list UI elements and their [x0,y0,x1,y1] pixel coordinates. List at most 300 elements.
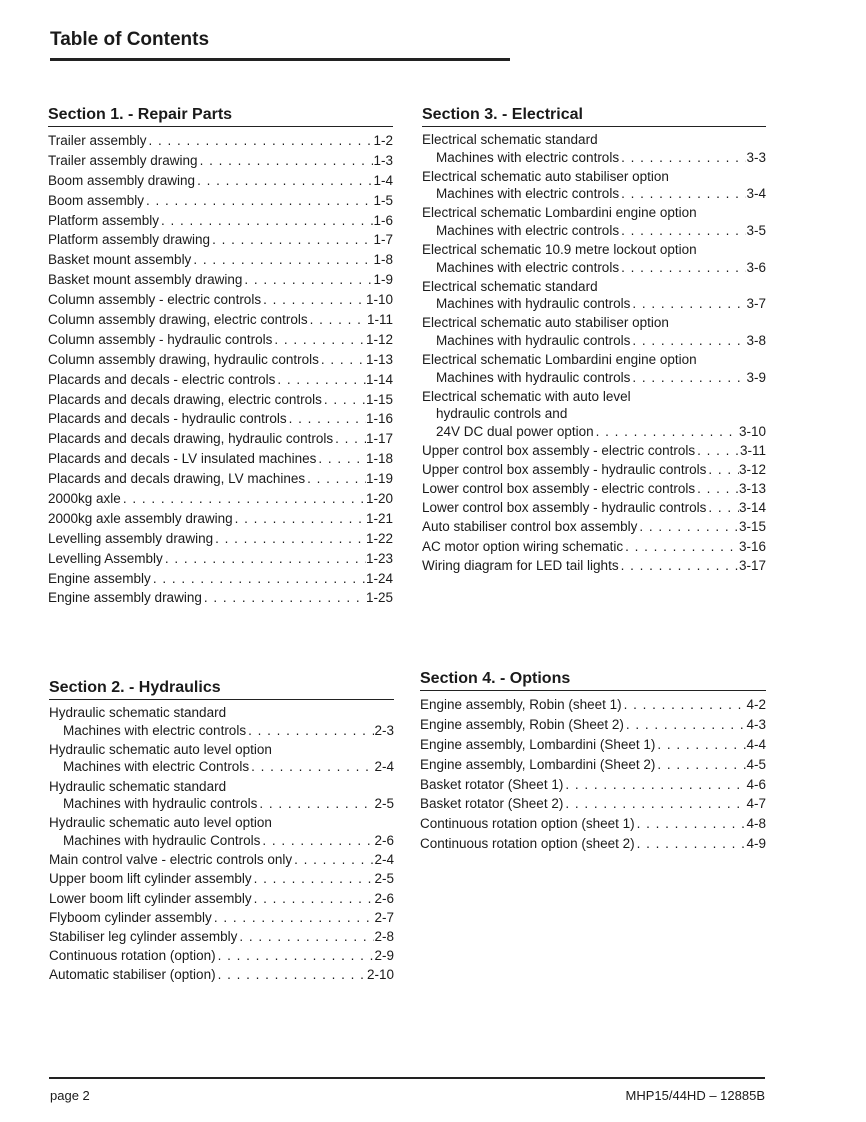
toc-entry-line [420,794,766,814]
toc-entry-title: Machines with hydraulic Controls [63,832,261,848]
toc-page-number: 4-2 [746,697,766,712]
toc-entry-title: AC motor option wiring schematic [422,538,624,554]
toc-entry-line [49,795,394,813]
toc-page-number: 1-23 [365,550,393,566]
toc-page-number: 3-14 [738,500,766,516]
toc-entry-title: Engine assembly, Lombardini (Sheet 1) [420,736,656,752]
toc-page-number: 2-7 [374,909,394,925]
toc-entry-title: Machines with hydraulic controls [436,333,631,349]
toc-entry-title: Engine assembly, Robin (Sheet 2) [420,716,624,732]
toc-entry-title: Machines with hydraulic controls [63,796,258,812]
page-title: Table of Contents [50,29,210,50]
toc-entry[interactable] [48,230,393,250]
toc-entry[interactable] [422,351,766,386]
toc-entry-title: Upper boom lift cylinder assembly [49,871,252,887]
toc-entry-line [422,369,766,387]
dot-leader [619,259,746,277]
toc-entry-title: Levelling Assembly [48,550,163,566]
toc-page-number: 2-4 [374,852,394,868]
toc-entry-title: Hydraulic schematic standard [49,705,227,720]
toc-entry-line [420,715,766,735]
toc-entry-line [422,314,766,332]
toc-page-number: 2-4 [374,759,394,775]
dot-leader [191,250,373,270]
toc-page-number: 1-8 [373,252,393,268]
toc-entry-title: Machines with electric controls [436,222,620,238]
toc-entry-title: 24V DC dual power option [436,424,594,439]
toc-entry-line [49,741,394,759]
toc-entry[interactable] [48,310,393,330]
toc-entry-line [48,270,393,290]
section-electrical [422,106,766,576]
section-heading: Section 1. - Repair Parts [48,106,393,127]
toc-entry-line [49,890,394,908]
toc-page-number: 3-13 [738,481,766,497]
toc-entry-title: Automatic stabiliser (option) [49,967,216,983]
toc-entry[interactable] [48,171,393,191]
toc-entry-line [420,814,766,834]
toc-list [48,131,393,608]
toc-entry[interactable] [422,204,766,239]
toc-entry[interactable] [420,834,766,854]
dot-leader [261,290,366,310]
toc-entry[interactable] [49,909,394,927]
toc-entry-line [422,204,766,222]
toc-entry-title: Auto stabiliser control box assembly [422,519,638,535]
dot-leader [287,409,366,429]
dot-leader [163,549,366,569]
section-options [420,670,766,854]
dot-leader [249,758,374,776]
toc-list [420,695,766,854]
toc-entry-line [422,538,766,556]
toc-page-number: 1-2 [373,133,393,148]
toc-entry-title: Machines with electric controls [436,149,620,165]
toc-entry-line [420,755,766,775]
toc-entry[interactable] [48,588,393,608]
toc-entry-title: Electrical schematic auto stabiliser option [422,168,669,184]
dot-leader [635,814,747,834]
toc-entry-title: Hydraulic schematic auto level option [49,741,272,757]
toc-entry[interactable] [49,741,394,776]
toc-entry-title: Wiring diagram for LED tail lights [422,557,619,573]
toc-entry[interactable] [49,928,394,946]
toc-entry[interactable] [422,131,766,166]
dot-leader [619,557,739,575]
toc-entry[interactable] [48,191,393,211]
toc-entry[interactable] [48,429,393,449]
toc-entry[interactable] [422,442,766,460]
toc-entry-title: Trailer assembly [48,133,147,148]
toc-entry-title: Continuous rotation option (sheet 2) [420,836,635,852]
toc-page-number: 4-7 [746,796,766,812]
toc-entry-line [49,722,394,740]
toc-page-number: 1-18 [365,451,393,467]
toc-entry[interactable] [48,409,393,429]
toc-entry-line [422,131,766,149]
toc-entry-line [48,489,393,509]
toc-page-number: 1-3 [373,152,393,168]
dot-leader [706,461,739,479]
toc-page-number: 1-13 [365,351,393,367]
toc-entry-title: Column assembly - hydraulic controls [48,331,273,347]
toc-entry-line [422,405,766,423]
dot-leader [242,270,373,290]
dot-leader [202,588,366,608]
dot-leader [630,295,746,313]
toc-page-number: 1-20 [365,491,393,507]
toc-page-number: 1-9 [373,272,393,288]
toc-entry-line [422,295,766,313]
dot-leader [144,191,373,211]
toc-entry-title: hydraulic controls and [436,406,568,422]
toc-entry-line [48,290,393,310]
toc-page-number: 2-6 [374,832,394,848]
dot-leader [333,429,366,449]
toc-entry-line [49,704,394,722]
toc-entry[interactable] [48,211,393,231]
footer-rule [49,1077,765,1079]
toc-entry-line [49,814,394,832]
toc-entry-line [48,429,393,449]
toc-entry-title: Boom assembly drawing [48,172,196,188]
dot-leader [637,518,739,536]
toc-entry-line [49,758,394,776]
toc-entry-title: Basket rotator (Sheet 1) [420,776,564,792]
toc-entry[interactable] [48,449,393,469]
toc-page-number: 3-5 [746,222,766,238]
toc-entry-title: Lower boom lift cylinder assembly [49,890,252,906]
toc-entry-line [422,388,766,406]
toc-page-number: 4-8 [746,816,766,832]
toc-list [49,704,394,984]
toc-entry[interactable] [420,794,766,814]
toc-entry[interactable] [420,715,766,735]
toc-entry-title: Column assembly - electric controls [48,292,262,308]
dot-leader [619,185,746,203]
dot-leader [319,350,366,370]
toc-entry[interactable] [48,469,393,489]
toc-entry[interactable] [422,480,766,498]
toc-entry-title: Engine assembly, Robin (sheet 1) [420,697,622,712]
toc-page-number: 1-22 [365,530,393,546]
toc-entry-line [49,909,394,927]
dot-leader [624,715,747,735]
toc-entry-line [48,131,393,151]
toc-entry-line [49,851,394,869]
dot-leader [210,230,373,250]
toc-entry-line [48,588,393,608]
toc-entry-line [49,966,394,984]
toc-page-number: 2-10 [366,967,394,983]
toc-entry[interactable] [48,509,393,529]
section-heading: Section 2. - Hydraulics [49,679,394,700]
dot-leader [292,851,374,869]
toc-page-number: 3-6 [746,259,766,275]
dot-leader [147,131,374,151]
toc-entry[interactable] [422,461,766,479]
toc-page-number: 1-4 [373,172,393,188]
toc-entry-title: Column assembly drawing, hydraulic controls [48,351,319,367]
toc-entry-line [48,469,393,489]
dot-leader [159,211,373,231]
toc-page-number: 2-5 [374,796,394,812]
toc-entry[interactable] [48,290,393,310]
toc-page-number: 1-6 [373,212,393,228]
toc-entry-title: Upper control box assembly - electric controls [422,443,696,459]
toc-page-number: 2-6 [374,890,394,906]
toc-entry-line [48,529,393,549]
toc-entry-line [422,332,766,350]
toc-page-number: 1-17 [365,431,393,447]
toc-entry-line [422,278,766,296]
toc-entry-title: Flyboom cylinder assembly [49,909,212,925]
toc-entry[interactable] [48,549,393,569]
dot-leader [237,928,374,946]
toc-entry[interactable] [422,168,766,203]
toc-entry-line [422,351,766,369]
dot-leader [622,695,747,715]
toc-entry-line [49,947,394,965]
toc-entry-title: Machines with electric Controls [63,759,250,775]
toc-entry-title: Electrical schematic standard [422,278,598,294]
dot-leader [121,489,366,509]
dot-leader [695,442,740,460]
dot-leader [706,499,739,517]
toc-entry-line [49,928,394,946]
section-heading: Section 3. - Electrical [422,106,766,127]
toc-entry[interactable] [48,350,393,370]
dot-leader [322,390,366,410]
toc-entry[interactable] [48,569,393,589]
toc-entry[interactable] [49,704,394,739]
toc-entry-line [48,230,393,250]
toc-entry-title: Electrical schematic auto stabiliser option [422,315,669,331]
dot-leader [630,369,746,387]
toc-entry-title: Electrical schematic with auto level [422,388,631,404]
toc-entry[interactable] [420,814,766,834]
dot-leader [216,947,375,965]
toc-entry[interactable] [49,814,394,849]
dot-leader [212,909,375,927]
toc-entry-title: Placards and decals drawing, hydraulic controls [48,431,334,447]
toc-entry-title: Upper control box assembly - hydraulic controls [422,462,707,478]
toc-entry[interactable] [422,388,766,441]
toc-entry-title: Placards and decals drawing, LV machines [48,471,306,487]
toc-entry-line [420,735,766,755]
toc-entry[interactable] [422,538,766,556]
toc-entry[interactable] [422,518,766,536]
toc-page-number: 3-10 [738,424,766,439]
toc-entry[interactable] [49,966,394,984]
dot-leader [252,870,375,888]
toc-entry-title: Electrical schematic 10.9 metre lockout option [422,242,697,258]
toc-entry[interactable] [48,529,393,549]
toc-entry-title: Main control valve - electric controls only [49,852,293,868]
toc-page-number: 1-7 [373,232,393,248]
toc-page-number: 3-12 [738,462,766,478]
toc-page-number: 1-5 [373,192,393,208]
dot-leader [257,795,374,813]
toc-entry-line [48,211,393,231]
toc-entry-line [422,518,766,536]
toc-entry[interactable] [48,151,393,171]
toc-entry-title: Stabiliser leg cylinder assembly [49,928,238,944]
toc-page-number: 4-6 [746,776,766,792]
toc-entry-title: Electrical schematic Lombardini engine option [422,205,697,221]
toc-entry-title: Basket mount assembly drawing [48,272,243,288]
toc-entry[interactable] [420,775,766,795]
toc-entry-title: Boom assembly [48,192,145,208]
dot-leader [655,755,746,775]
toc-entry-title: Hydraulic schematic auto level option [49,815,272,831]
toc-entry-title: Electrical schematic Lombardini engine option [422,352,697,368]
dot-leader [635,834,747,854]
toc-page-number: 4-9 [746,836,766,852]
toc-page-number: 2-3 [374,722,394,738]
toc-entry[interactable] [422,499,766,517]
dot-leader [246,722,374,740]
toc-entry-title: 2000kg axle [48,491,121,507]
toc-entry-line [49,870,394,888]
toc-entry-title: Machines with hydraulic controls [436,369,631,385]
dot-leader [630,332,746,350]
toc-entry[interactable] [49,890,394,908]
toc-entry[interactable] [48,250,393,270]
toc-entry-line [422,259,766,277]
toc-entry-title: Placards and decals - electric controls [48,371,276,387]
toc-entry-title: Machines with hydraulic controls [436,296,631,312]
toc-entry-line [422,185,766,203]
dot-leader [695,480,739,498]
dot-leader [308,310,367,330]
toc-entry[interactable] [420,695,766,715]
toc-entry-line [49,832,394,850]
toc-entry-title: Basket rotator (Sheet 2) [420,796,564,812]
toc-entry-title: Engine assembly [48,570,151,586]
toc-entry[interactable] [422,557,766,575]
toc-entry-title: Placards and decals - hydraulic controls [48,411,287,427]
section-repair-parts [48,106,393,608]
toc-entry[interactable] [49,778,394,813]
toc-entry-line [49,778,394,796]
toc-entry-title: Placards and decals - LV insulated machines [48,451,317,467]
dot-leader [151,569,366,589]
toc-entry-title: Machines with electric controls [436,259,620,275]
toc-entry[interactable] [49,947,394,965]
toc-page-number: 4-5 [746,756,766,772]
toc-entry-title: Engine assembly drawing [48,590,202,606]
title-rule [50,58,510,61]
toc-entry-title: Electrical schematic standard [422,132,598,147]
toc-entry-line [422,442,766,460]
toc-page-number: 3-16 [738,538,766,554]
toc-entry[interactable] [48,370,393,390]
toc-list [422,131,766,574]
toc-page-number: 3-4 [746,186,766,202]
toc-entry-line [422,149,766,167]
toc-entry[interactable] [420,735,766,755]
toc-entry-line [48,569,393,589]
toc-entry[interactable] [420,755,766,775]
toc-page-number: 2-8 [374,928,394,944]
toc-entry[interactable] [48,390,393,410]
toc-page-number: 3-7 [746,296,766,312]
dot-leader [213,529,366,549]
toc-entry-title: Placards and decals drawing, electric controls [48,391,322,407]
toc-entry[interactable] [422,314,766,349]
toc-entry[interactable] [48,131,393,151]
toc-entry-title: Trailer assembly drawing [48,152,198,168]
toc-page-number: 3-15 [738,519,766,535]
dot-leader [623,538,739,556]
dot-leader [619,222,746,240]
toc-entry[interactable] [48,489,393,509]
toc-entry-title: Continuous rotation (option) [49,948,216,964]
toc-entry-line [420,775,766,795]
toc-entry[interactable] [48,330,393,350]
toc-entry-title: Platform assembly drawing [48,232,211,248]
dot-leader [594,423,739,441]
toc-entry-line [422,461,766,479]
toc-page-number: 1-24 [365,570,393,586]
toc-entry[interactable] [48,270,393,290]
toc-entry-title: Continuous rotation option (sheet 1) [420,816,635,832]
dot-leader [563,794,746,814]
toc-entry-line [48,409,393,429]
toc-entry-line [48,191,393,211]
toc-entry-title: Lower control box assembly - electric controls [422,481,696,497]
dot-leader [260,832,374,850]
toc-page-number: 3-9 [746,369,766,385]
toc-entry-line [420,695,766,715]
toc-page-number: 2-9 [374,948,394,964]
toc-page-number: 1-11 [366,312,393,328]
toc-entry-line [422,222,766,240]
toc-entry-line [48,350,393,370]
toc-entry-line [48,449,393,469]
toc-entry-title: Engine assembly, Lombardini (Sheet 2) [420,756,656,772]
dot-leader [563,775,746,795]
document-code: MHP15/44HD – 12885B [625,1088,765,1103]
toc-page-number: 1-14 [365,371,393,387]
dot-leader [305,469,366,489]
toc-entry-line [422,557,766,575]
toc-page-number: 4-3 [746,716,766,732]
toc-entry[interactable] [49,870,394,888]
dot-leader [619,149,746,167]
page-number: page 2 [50,1088,90,1103]
toc-entry-line [422,423,766,441]
toc-entry-title: Levelling assembly drawing [48,530,214,546]
toc-entry-title: Platform assembly [48,212,160,228]
toc-entry-line [422,480,766,498]
dot-leader [316,449,366,469]
toc-page-number: 3-3 [746,149,766,165]
toc-page-number: 1-25 [365,590,393,606]
toc-entry[interactable] [422,241,766,276]
toc-entry-line [48,310,393,330]
toc-page-number: 1-10 [365,292,393,308]
toc-entry-line [420,834,766,854]
toc-entry-line [48,509,393,529]
dot-leader [216,966,367,984]
dot-leader [252,890,375,908]
toc-entry-line [48,330,393,350]
toc-entry[interactable] [422,278,766,313]
toc-entry[interactable] [49,851,394,869]
section-heading: Section 4. - Options [420,670,766,691]
